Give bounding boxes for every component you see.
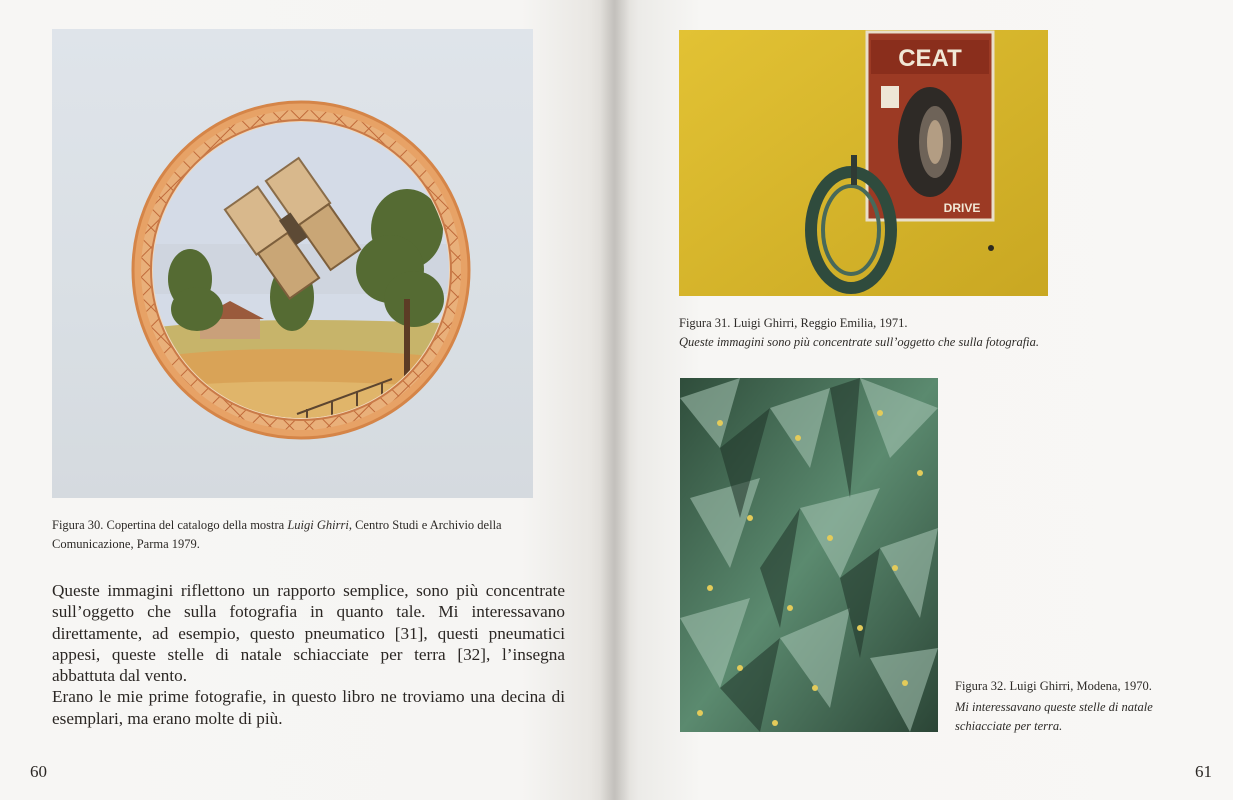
figure-32-image [680,378,938,732]
figure-30-caption-suffix: , Centro Studi e Archivio della Comunicazione, Parma 1979. [52,518,502,551]
figure-30-caption-prefix: Figura 30. Copertina del catalogo della mostra [52,518,288,532]
page-number-right: 61 [1195,762,1212,781]
figure-32-caption-line1: Figura 32. Luigi Ghirri, Modena, 1970. [955,679,1152,693]
left-page [0,0,614,800]
drive-sign-text: DRIVE [943,201,981,215]
figure-30-catalog-cover [52,29,533,498]
page-number-left: 60 [30,762,47,781]
book-gutter-shadow [600,0,630,800]
figure-31-image [679,30,1048,296]
figure-31-caption [679,314,1139,352]
figure-32-caption [955,677,1205,736]
figure-31-photo [679,30,1048,296]
figure-32-photo [680,378,938,732]
figure-30-image [52,29,533,498]
figure-30-caption-italic: Luigi Ghirri [287,518,349,532]
body-text [52,580,565,729]
figure-32-caption-line2: Mi interessavano queste stelle di natale schiacciate per terra. [955,700,1153,733]
figure-31-caption-line2: Queste immagini sono più concentrate sull’oggetto che sulla fotografia. [679,335,1040,349]
ceat-sign-text: CEAT [898,45,962,72]
figure-31-caption-line1: Figura 31. Luigi Ghirri, Reggio Emilia, 1971. [679,316,908,330]
body-paragraph-2: Erano le mie prime fotografie, in questo libro ne troviamo una decina di esemplari, ma erano molte di più. [52,687,565,728]
body-paragraph-1: Queste immagini riflettono un rapporto semplice, sono più concentrate sull’oggetto che sulla fotografia in quanto tale. Mi interessavano direttamente, ad esempio, questo pneumatico [31], questi pneumatici appesi, queste stelle di natale schiacciate per terra [32], l’insegna abbattuta dal vento. [52,581,565,686]
figure-30-caption [52,516,572,554]
